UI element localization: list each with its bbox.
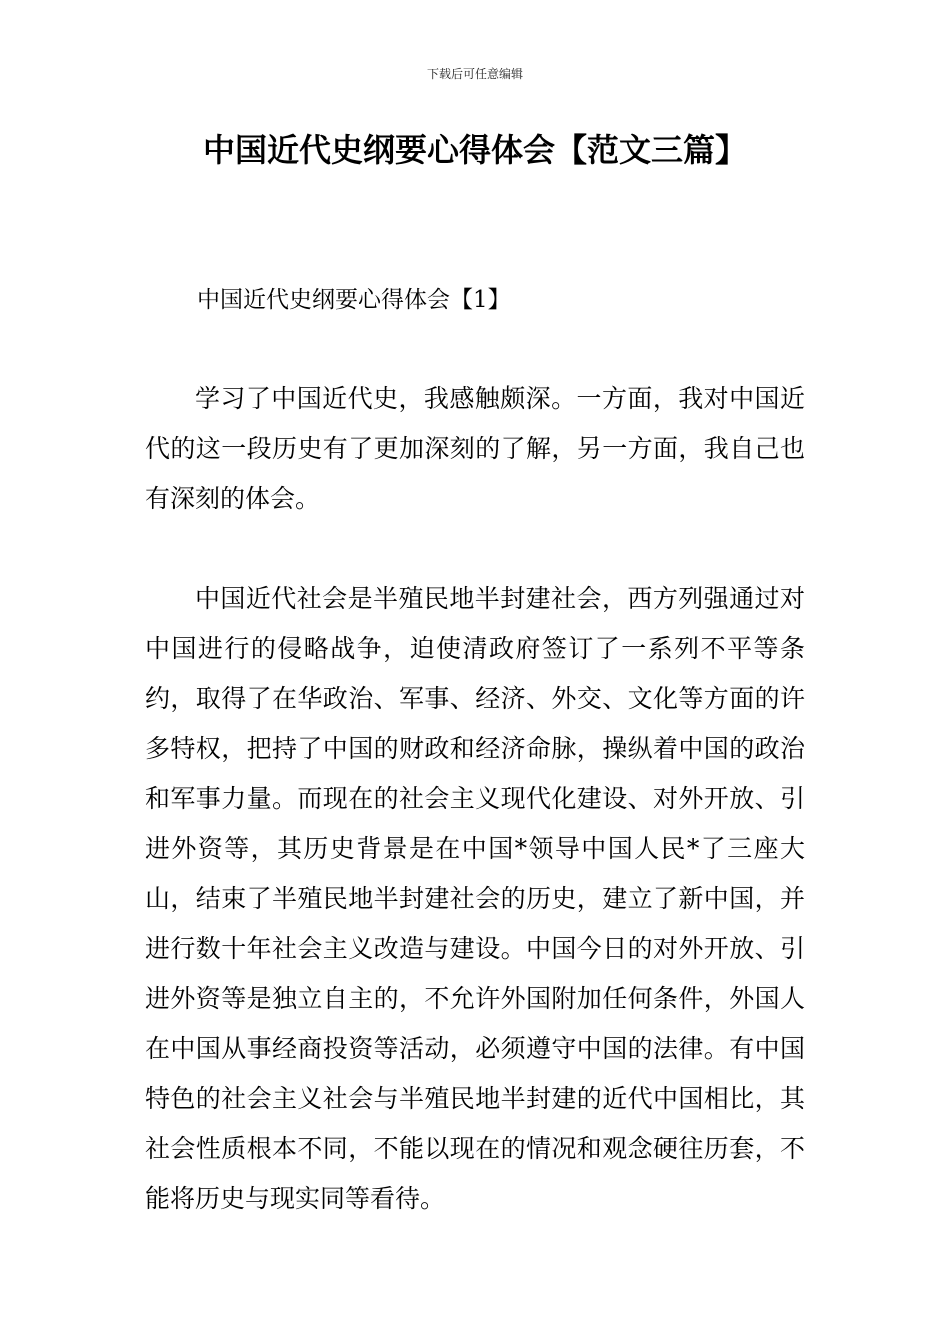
paragraph: 中国近代社会是半殖民地半封建社会，西方列强通过对中国进行的侵略战争，迫使清政府签订了一系列不平等条约，取得了在华政治、军事、经济、外交、文化等方面的许多特权，把持了中国的财政和经济命脉，操纵着中国的政治和军事力量。而现在的社会主义现代化建设、对外开放、引进外资等，其历史背景是在中国*领导中国人民*了三座大山，结束了半殖民地半封建社会的历史，建立了新中国，并进行数十年社会主义改造与建设。中国今日的对外开放、引进外资等是独立自主的，不允许外国附加任何条件，外国人在中国从事经商投资等活动，必须遵守中国的法律。有中国特色的社会主义社会与半殖民地半封建的近代中国相比，其社会性质根本不同，不能以现在的情况和观念硬往历套，不能将历史与现实同等看待。 <box>145 584 805 1213</box>
document-title: 中国近代史纲要心得体会【范文三篇】 <box>202 131 747 169</box>
section-heading: 中国近代史纲要心得体会【1】 <box>197 287 511 313</box>
header-note: 下载后可任意编辑 <box>426 67 523 81</box>
document-body <box>145 374 805 1274</box>
paragraph: 学习了中国近代史，我感触颇深。一方面，我对中国近代的这一段历史有了更加深刻的了解，另一方面，我自己也有深刻的体会。 <box>145 384 805 513</box>
